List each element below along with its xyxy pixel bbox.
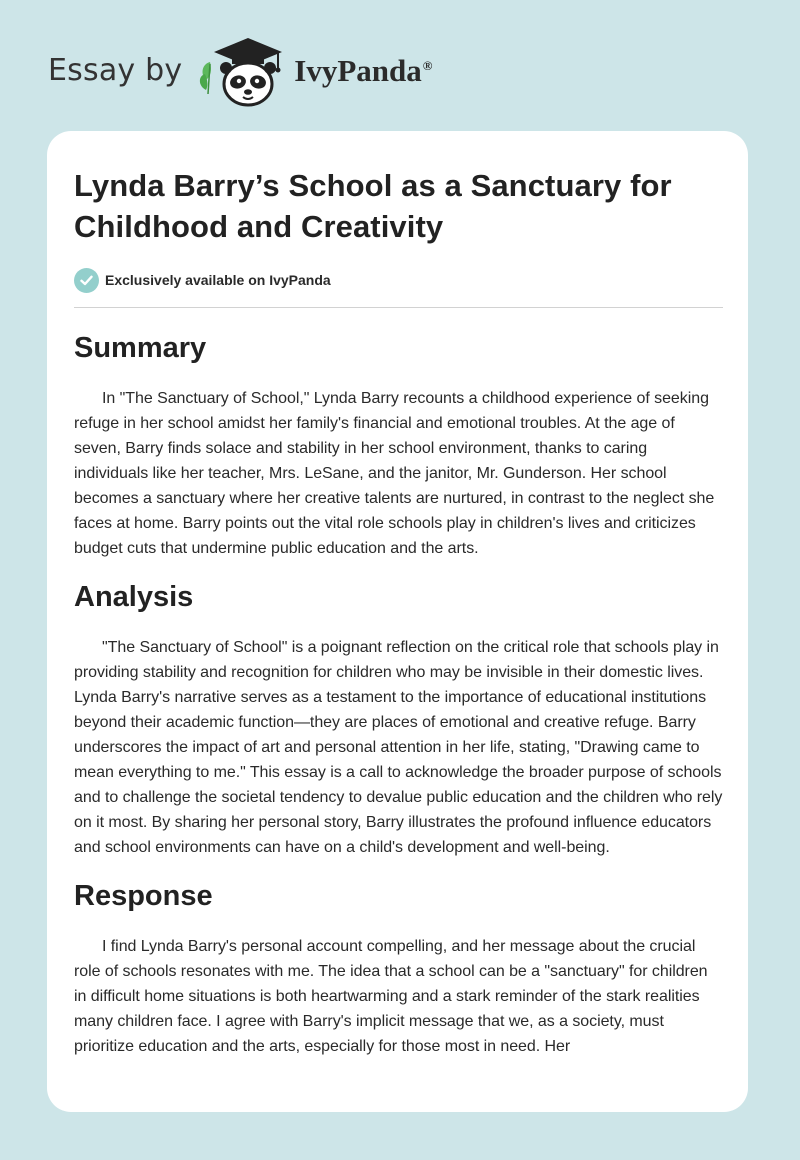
panda-logo-icon bbox=[196, 34, 288, 110]
brand-prefix: Essay by bbox=[48, 52, 183, 88]
section-body-analysis: "The Sanctuary of School" is a poignant reflection on the critical role that schools play in providing stability and recognition for children who may be invisible in their domestic lives. Lynda Barry's narrative serves as a testament to the importance of educational institutions beyond their academic function—they are places of emotional and creative refuge. Barry underscores the impact of art and personal attention in her life, stating, "Drawing came to mean everything to me." This essay is a call to acknowledge the broader purpose of schools and to challenge the societal tendency to devalue public education and the children who rely on it most. By sharing her personal story, Barry illustrates the profound influence educators and school environments can have on a child's development and well-being. bbox=[74, 639, 723, 856]
brand-name: IvyPanda® bbox=[294, 53, 433, 88]
title-divider bbox=[74, 307, 723, 308]
section-heading-summary: Summary bbox=[74, 332, 207, 364]
section-body-response: I find Lynda Barry's personal account compelling, and her message about the crucial role of schools resonates with me. The idea that a school can be a "sanctuary" for children in difficult home situations is both heartwarming and a stark reminder of the stark realities many children face. I agree with Barry's implicit message that we, as a society, must prioritize education and the arts, especially for those most in need. Her bbox=[74, 938, 708, 1055]
essay-title: Lynda Barry’s School as a Sanctuary for Childhood and Creativity bbox=[74, 168, 672, 244]
exclusive-badge bbox=[74, 267, 724, 293]
section-heading-response: Response bbox=[74, 880, 213, 912]
section-heading-analysis: Analysis bbox=[74, 581, 194, 613]
section-body-summary: In "The Sanctuary of School," Lynda Barry recounts a childhood experience of seeking refuge in her school amidst her family's financial and emotional troubles. At the age of seven, Barry finds solace and stability in her school environment, thanks to caring individuals like her teacher, Mrs. LeSane, and the janitor, Mr. Gunderson. Her school becomes a sanctuary where her creative talents are nurtured, in contrast to the neglect she faces at home. Barry points out the vital role schools play in children's lives and criticizes budget cuts that undermine public education and the arts. bbox=[74, 390, 715, 557]
badge-label: Exclusively available on IvyPanda bbox=[105, 272, 331, 288]
check-circle-icon bbox=[74, 268, 99, 293]
site-header-brand[interactable] bbox=[48, 34, 433, 114]
essay-card bbox=[47, 131, 748, 1112]
